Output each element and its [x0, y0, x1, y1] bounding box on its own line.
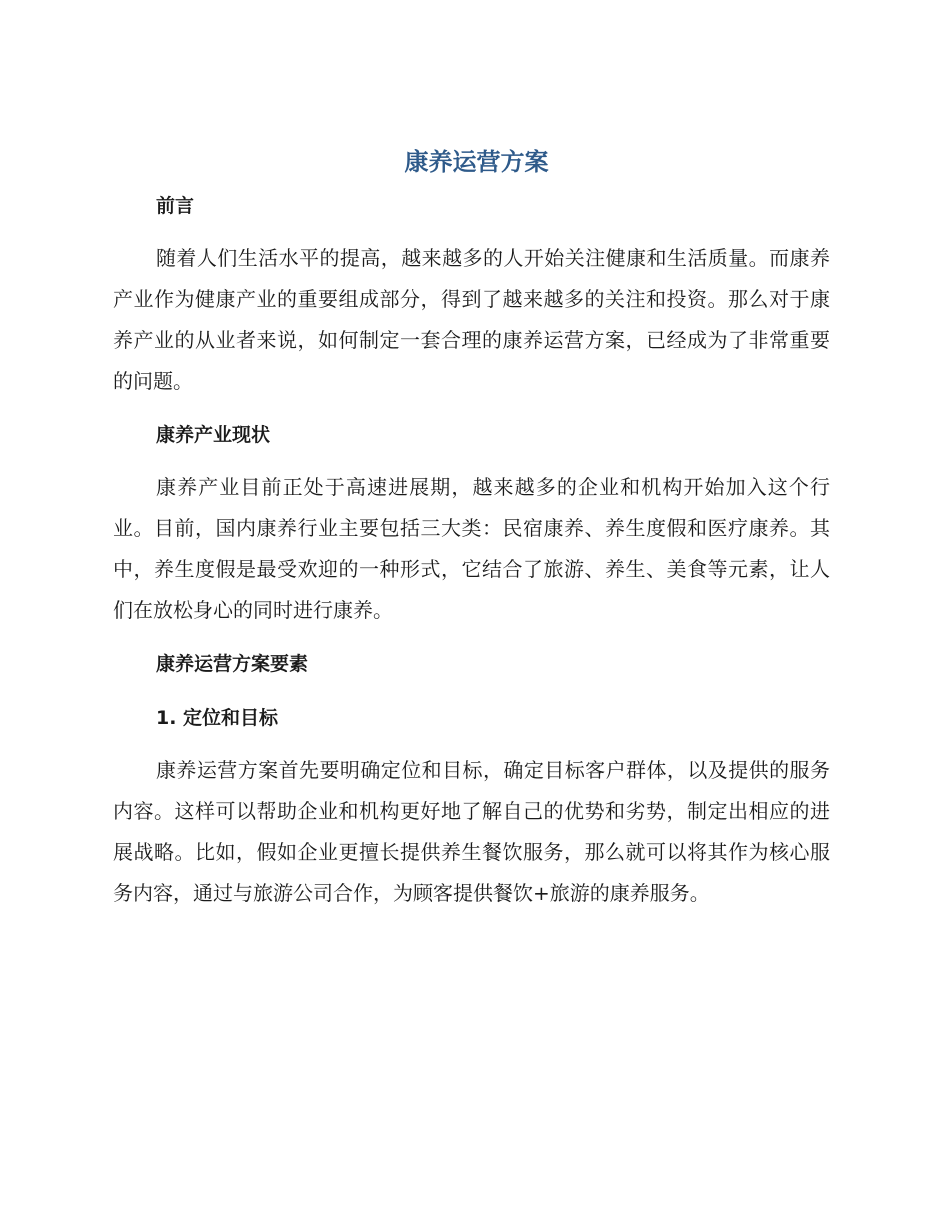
heading-positioning-goals: 1. 定位和目标 — [156, 707, 279, 729]
document-page — [113, 140, 830, 914]
paragraph-industry-status: 康养产业目前正处于高速进展期，越来越多的企业和机构开始加入这个行业。目前，国内康养行业主要包括三大类：民宿康养、养生度假和医疗康养。其中，养生度假是最受欢迎的一种形式，它结合了旅游、养生、美食等元素，让人们在放松身心的同时进行康养。 — [113, 475, 830, 622]
paragraph-positioning-goals: 康养运营方案首先要明确定位和目标，确定目标客户群体，以及提供的服务内容。这样可以帮助企业和机构更好地了解自己的优势和劣势，制定出相应的进展战略。比如，假如企业更擅长提供养生餐饮服务，那么就可以将其作为核心服务内容，通过与旅游公司合作，为顾客提供餐饮+旅游的康养服务。 — [113, 758, 830, 905]
heading-preface: 前言 — [156, 195, 195, 217]
document-title: 康养运营方案 — [404, 148, 549, 176]
paragraph-preface: 随着人们生活水平的提高，越来越多的人开始关注健康和生活质量。而康养产业作为健康产业的重要组成部分，得到了越来越多的关注和投资。那么对于康养产业的从业者来说，如何制定一套合理的康养运营方案，已经成为了非常重要的问题。 — [113, 246, 830, 393]
heading-plan-elements: 康养运营方案要素 — [156, 653, 309, 675]
heading-industry-status: 康养产业现状 — [156, 424, 271, 446]
